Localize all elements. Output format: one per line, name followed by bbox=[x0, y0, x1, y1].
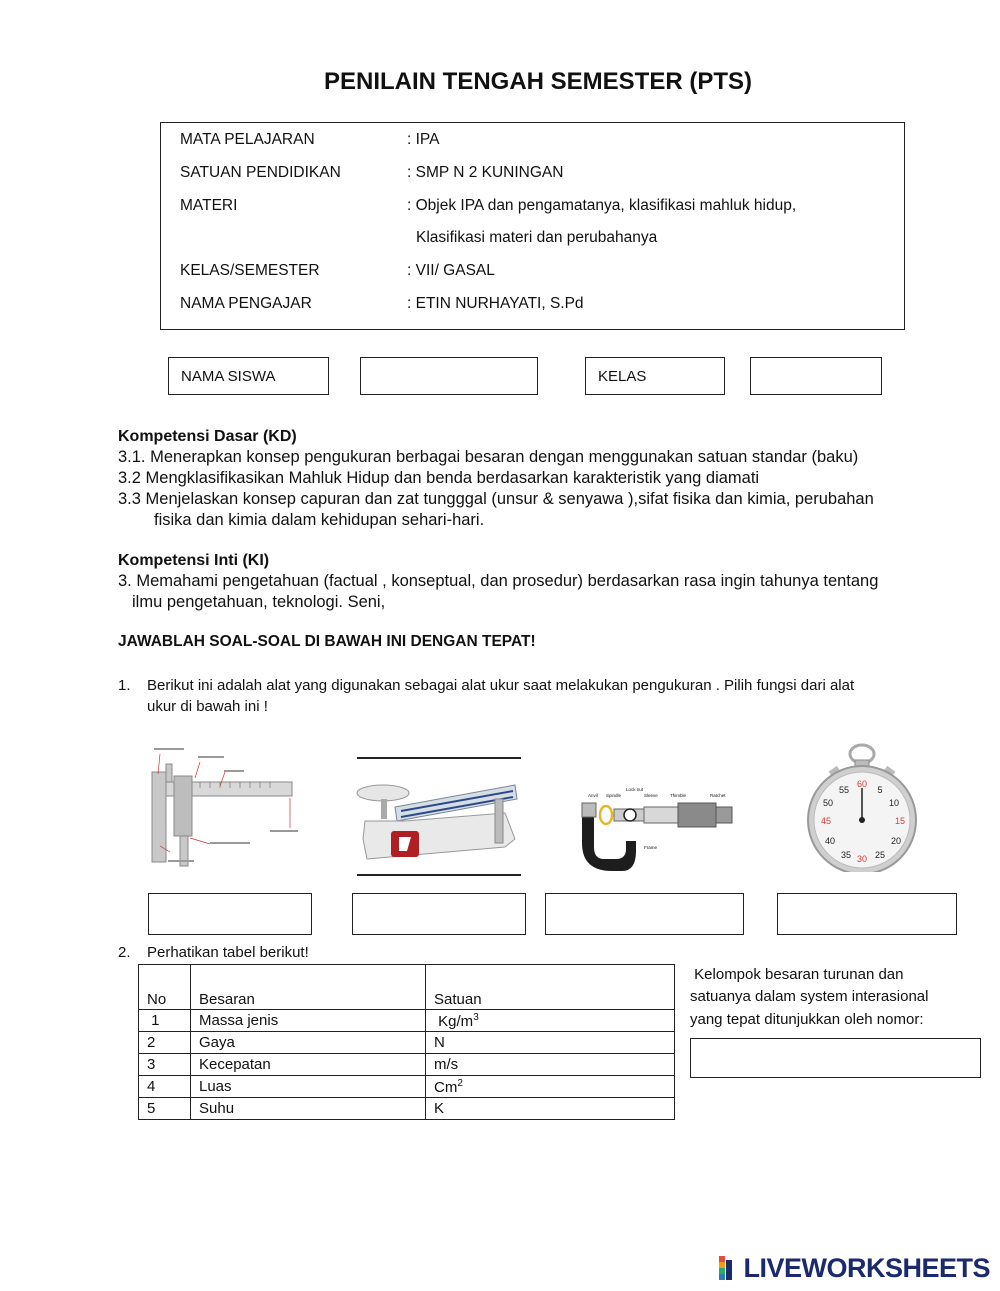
table-cell bbox=[426, 1076, 675, 1098]
info-label: SATUAN PENDIDIKAN bbox=[180, 164, 341, 181]
table-cell: 5 bbox=[139, 1098, 191, 1120]
student-name-input[interactable] bbox=[360, 357, 538, 395]
micrometer-label: Thimble bbox=[670, 793, 687, 798]
brand-text: LIVEWORKSHEETS bbox=[743, 1253, 990, 1283]
q2-text: Perhatikan tabel berikut! bbox=[147, 944, 309, 961]
stopwatch-number: 15 bbox=[894, 816, 906, 826]
ki-item: 3. Memahami pengetahuan (factual , konseptual, dan prosedur) berdasarkan rasa ingin tahunya tentang bbox=[118, 572, 879, 590]
info-label: MATERI bbox=[180, 197, 238, 214]
unit-text: Kg/m bbox=[434, 1012, 474, 1030]
table-cell: N bbox=[426, 1032, 675, 1054]
unit-exponent: 3 bbox=[473, 1011, 479, 1023]
unit-exponent: 2 bbox=[457, 1077, 463, 1089]
q2-side-text: Kelompok besaran turunan dan bbox=[690, 966, 904, 983]
stopwatch-number: 50 bbox=[822, 798, 834, 808]
table-row bbox=[139, 1098, 675, 1120]
instruction: JAWABLAH SOAL-SOAL DI BAWAH INI DENGAN TEPAT! bbox=[118, 633, 536, 650]
q1-number: 1. bbox=[118, 677, 131, 694]
table-header: Satuan bbox=[426, 965, 675, 1010]
kd-item: 3.1. Menerapkan konsep pengukuran berbagai besaran dengan menggunakan satuan standar (baku) bbox=[118, 448, 859, 466]
triple-beam-balance-image bbox=[355, 755, 525, 880]
micrometer-label: Lock nut bbox=[626, 787, 644, 792]
table-header-row bbox=[139, 965, 675, 1010]
table-cell: 3 bbox=[139, 1054, 191, 1076]
q1-text: Berikut ini adalah alat yang digunakan sebagai alat ukur saat melakukan pengukuran . Pilih fungsi dari alat bbox=[147, 677, 855, 694]
micrometer-image bbox=[570, 785, 740, 875]
stopwatch-number: 10 bbox=[888, 798, 900, 808]
table-row bbox=[139, 1010, 675, 1032]
q2-side-text: yang tepat ditunjukkan oleh nomor: bbox=[690, 1011, 924, 1028]
stopwatch-number: 30 bbox=[856, 854, 868, 864]
info-value: : VII/ GASAL bbox=[407, 262, 495, 279]
table-header: No bbox=[139, 965, 191, 1010]
q1-answer-caliper[interactable] bbox=[148, 893, 312, 935]
q1-answer-stopwatch[interactable] bbox=[777, 893, 957, 935]
q1-text: ukur di bawah ini ! bbox=[147, 698, 268, 715]
info-value: : Objek IPA dan pengamatanya, klasifikasi mahluk hidup, bbox=[407, 197, 797, 214]
vernier-caliper-image bbox=[140, 742, 300, 882]
table-row bbox=[139, 1076, 675, 1098]
micrometer-label: Ratchet bbox=[710, 793, 726, 798]
table-cell: K bbox=[426, 1098, 675, 1120]
kd-heading: Kompetensi Dasar (KD) bbox=[118, 428, 297, 445]
stopwatch-image bbox=[800, 742, 925, 872]
table-cell: Massa jenis bbox=[191, 1010, 426, 1032]
q1-answer-micrometer[interactable] bbox=[545, 893, 744, 935]
liveworksheets-logo-icon bbox=[719, 1256, 741, 1280]
table-cell: Gaya bbox=[191, 1032, 426, 1054]
unit-text: Cm bbox=[434, 1078, 458, 1096]
stopwatch-number: 40 bbox=[824, 836, 836, 846]
page-title: PENILAIN TENGAH SEMESTER (PTS) bbox=[323, 68, 753, 95]
micrometer-label: Spindle bbox=[606, 793, 622, 798]
stopwatch-number: 20 bbox=[890, 836, 902, 846]
stopwatch-number: 5 bbox=[877, 785, 883, 795]
info-value: : IPA bbox=[407, 131, 440, 148]
kd-item: 3.3 Menjelaskan konsep capuran dan zat tungggal (unsur & senyawa ),sifat fisika dan kimia, perubahan bbox=[118, 490, 874, 508]
kd-item: 3.2 Mengklasifikasikan Mahluk Hidup dan benda berdasarkan karakteristik yang diamati bbox=[118, 469, 760, 487]
table-row bbox=[139, 1054, 675, 1076]
student-name-label: NAMA SISWA bbox=[168, 357, 329, 395]
micrometer-label: Frame bbox=[644, 845, 658, 850]
stopwatch-number: 55 bbox=[838, 785, 850, 795]
micrometer-label: Anvil bbox=[588, 793, 598, 798]
stopwatch-number: 45 bbox=[820, 816, 832, 826]
info-value: : ETIN NURHAYATI, S.Pd bbox=[407, 295, 584, 312]
info-value: Klasifikasi materi dan perubahanya bbox=[416, 229, 658, 246]
q2-number: 2. bbox=[118, 944, 131, 961]
class-input[interactable] bbox=[750, 357, 882, 395]
class-label: KELAS bbox=[585, 357, 725, 395]
stopwatch-number: 35 bbox=[840, 850, 852, 860]
q2-answer-input[interactable] bbox=[690, 1038, 981, 1078]
table-row bbox=[139, 1032, 675, 1054]
q2-side-text: satuanya dalam system interasional bbox=[690, 988, 929, 1005]
q1-answer-balance[interactable] bbox=[352, 893, 526, 935]
table-cell: 2 bbox=[139, 1032, 191, 1054]
info-label: KELAS/SEMESTER bbox=[180, 262, 320, 279]
units-table bbox=[138, 964, 675, 1120]
table-header: Besaran bbox=[191, 965, 426, 1010]
table-cell: Suhu bbox=[191, 1098, 426, 1120]
stopwatch-number: 60 bbox=[856, 779, 868, 789]
info-label: MATA PELAJARAN bbox=[180, 131, 315, 148]
stopwatch-number: 25 bbox=[874, 850, 886, 860]
ki-heading: Kompetensi Inti (KI) bbox=[118, 552, 270, 569]
table-cell: Luas bbox=[191, 1076, 426, 1098]
micrometer-label: Sleeve bbox=[644, 793, 658, 798]
table-cell: 4 bbox=[139, 1076, 191, 1098]
info-label: NAMA PENGAJAR bbox=[180, 295, 312, 312]
kd-item: fisika dan kimia dalam kehidupan sehari-hari. bbox=[154, 511, 485, 529]
liveworksheets-brand bbox=[719, 1253, 990, 1284]
table-cell bbox=[426, 1010, 675, 1032]
table-cell: m/s bbox=[426, 1054, 675, 1076]
info-value: : SMP N 2 KUNINGAN bbox=[407, 164, 564, 181]
table-cell: Kecepatan bbox=[191, 1054, 426, 1076]
table-cell: 1 bbox=[139, 1010, 191, 1032]
ki-item: ilmu pengetahuan, teknologi. Seni, bbox=[132, 593, 386, 611]
